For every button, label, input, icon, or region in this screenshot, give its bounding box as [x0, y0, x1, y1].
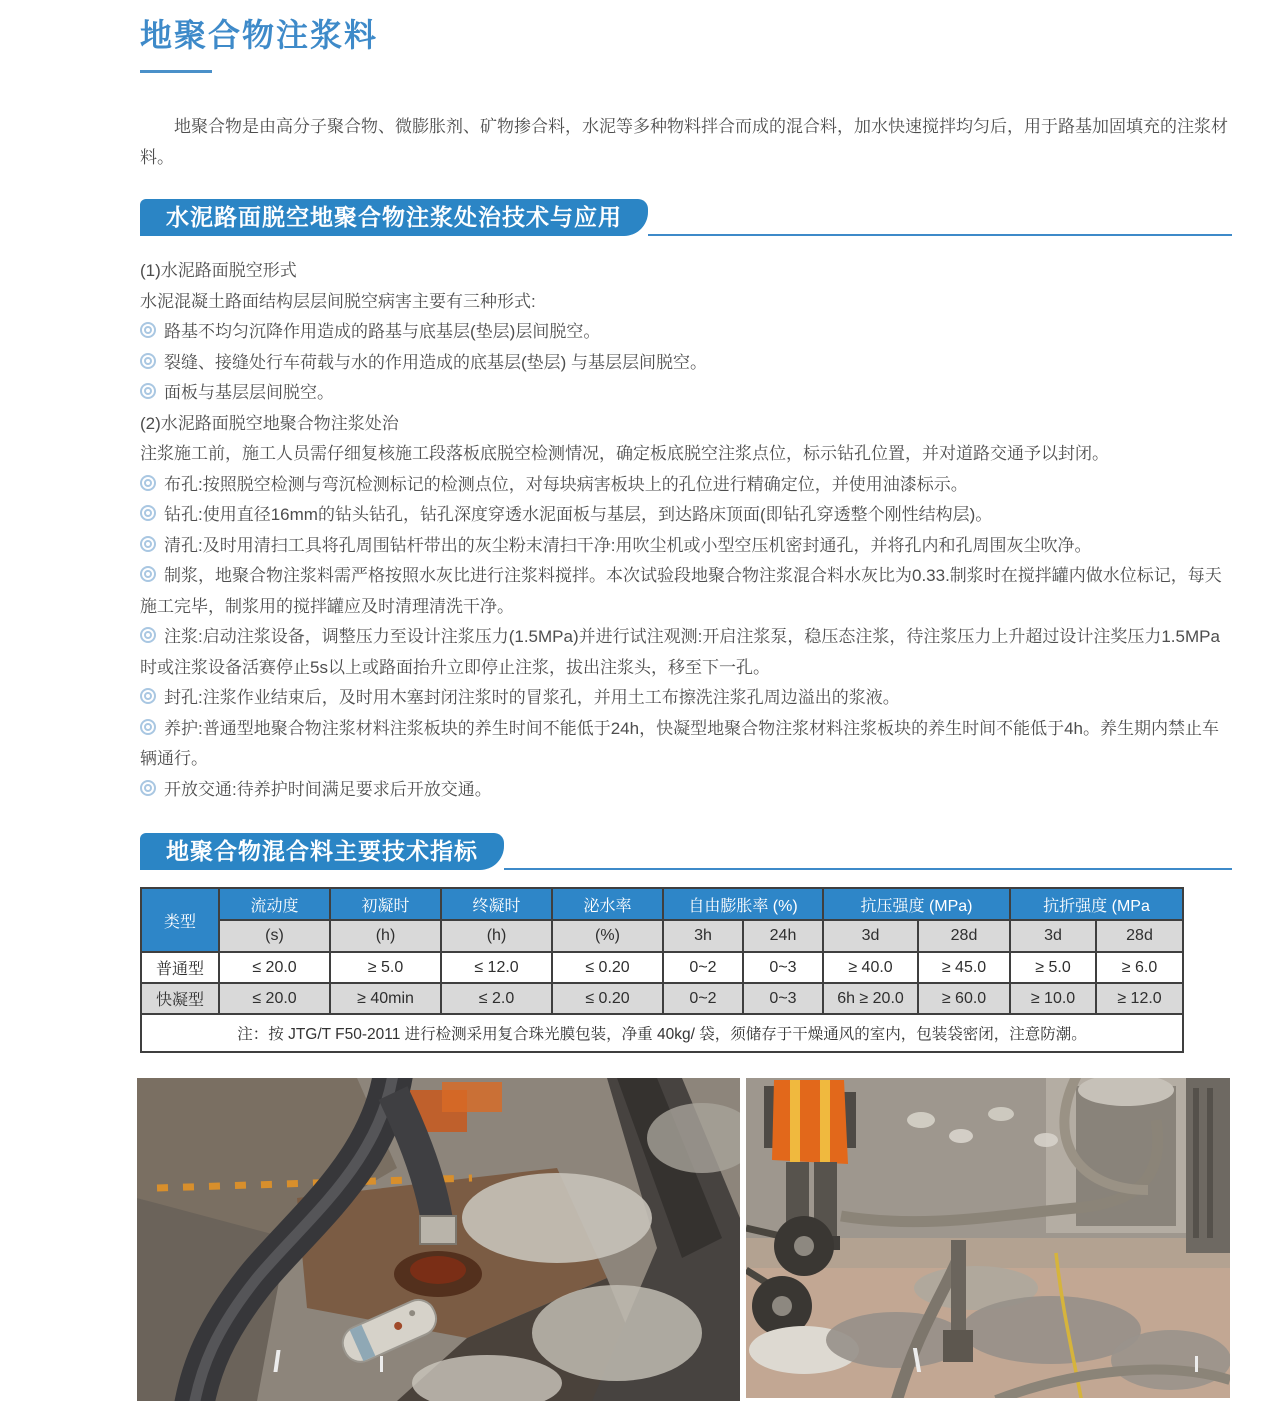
table-cell: ≥ 60.0	[918, 983, 1010, 1014]
para-text: 制浆，地聚合物注浆料需严格按照水灰比进行注浆料搅拌。本次试验段地聚合物注浆混合料水灰比为0.33.制浆时在搅拌罐内做水位标记，每天施工完毕，制浆用的搅拌罐应及时清理清洗干净。	[140, 566, 1222, 616]
photo-row	[140, 1078, 1232, 1401]
bullet-item	[140, 775, 1232, 806]
spec-table-wrap	[140, 887, 1232, 1053]
table-cell: ≥ 12.0	[1096, 983, 1183, 1014]
left-photo-grouting-hole	[137, 1078, 740, 1401]
table-header-cell: 自由膨胀率 (%)	[663, 888, 823, 920]
title-underline	[140, 70, 212, 73]
table-cell: ≥ 10.0	[1010, 983, 1096, 1014]
para-text: 布孔:按照脱空检测与弯沉检测标记的检测点位，对每块病害板块上的孔位进行精确定位，并使用油漆标示。	[164, 474, 968, 494]
ring-bullet-icon	[140, 536, 156, 552]
table-corner-header: 类型	[141, 888, 219, 952]
table-header-cell: 抗压强度 (MPa)	[823, 888, 1010, 920]
section1-body	[140, 256, 1232, 805]
table-header-cell: 流动度	[219, 888, 330, 920]
ring-bullet-icon	[140, 566, 156, 582]
right-photo-grouting-site	[746, 1078, 1230, 1398]
ring-bullet-icon	[140, 383, 156, 399]
para-text: 水泥混凝土路面结构层层间脱空病害主要有三种形式:	[140, 291, 536, 311]
table-subheader-cell: (s)	[219, 920, 330, 952]
table-cell: ≤ 0.20	[552, 952, 663, 983]
table-cell: 0~2	[663, 952, 743, 983]
bullet-item	[140, 714, 1232, 775]
bullet-item	[140, 378, 1232, 409]
para-text: 开放交通:待养护时间满足要求后开放交通。	[164, 779, 492, 799]
table-cell: 0~2	[663, 983, 743, 1014]
section2-banner-rule	[504, 868, 1232, 870]
table-subheader-cell: (h)	[441, 920, 552, 952]
para-text: 钻孔:使用直径16mm的钻头钻孔，钻孔深度穿透水泥面板与基层，到达路床顶面(即钻孔穿透整个刚性结构层)。	[164, 505, 993, 524]
table-subheader-cell: 3d	[1010, 920, 1096, 952]
table-cell: 0~3	[743, 983, 823, 1014]
table-cell: ≥ 6.0	[1096, 952, 1183, 983]
table-subheader-cell: (%)	[552, 920, 663, 952]
para-text: 面板与基层层间脱空。	[164, 383, 334, 402]
para-text: 路基不均匀沉降作用造成的路基与底基层(垫层)层间脱空。	[164, 322, 601, 341]
text-line	[140, 256, 1232, 287]
bullet-item	[140, 561, 1232, 622]
intro-paragraph: 地聚合物是由高分子聚合物、微膨胀剂、矿物掺合料，水泥等多种物料拌合而成的混合料，加水快速搅拌均匀后，用于路基加固填充的注浆材料。	[140, 117, 1228, 167]
text-line	[140, 287, 1232, 318]
table-subheader-cell: 24h	[743, 920, 823, 952]
table-row-type: 快凝型	[141, 983, 219, 1014]
table-cell: ≥ 40min	[330, 983, 441, 1014]
table-subheader-cell: 28d	[1096, 920, 1183, 952]
para-text: 注浆:启动注浆设备，调整压力至设计注浆压力(1.5MPa)并进行试注观测:开启注浆泵，稳压态注浆，待注浆压力上升超过设计注奖压力1.5MPa时或注浆设备活赛停止5s以上或路面抬升立即停止注浆，拔出注浆头，移至下一孔。	[140, 627, 1220, 677]
ring-bullet-icon	[140, 505, 156, 521]
bullet-item	[140, 348, 1232, 379]
ring-bullet-icon	[140, 353, 156, 369]
page-title: 地聚合物注浆料	[140, 17, 379, 53]
table-cell: ≥ 5.0	[330, 952, 441, 983]
table-header-cell: 泌水率	[552, 888, 663, 920]
table-cell: ≥ 45.0	[918, 952, 1010, 983]
bullet-item	[140, 470, 1232, 501]
para-text: 清孔:及时用清扫工具将孔周围钻杆带出的灰尘粉末清扫干净:用吹尘机或小型空压机密封通孔，并将孔内和孔周围灰尘吹净。	[164, 535, 1092, 555]
bullet-item	[140, 531, 1232, 562]
table-subheader-cell: 28d	[918, 920, 1010, 952]
ring-bullet-icon	[140, 475, 156, 491]
bullet-item	[140, 622, 1232, 683]
ring-bullet-icon	[140, 322, 156, 338]
section2-banner: 地聚合物混合料主要技术指标	[140, 833, 504, 870]
table-subheader-cell: (h)	[330, 920, 441, 952]
table-note: 注：按 JTG/T F50-2011 进行检测采用复合珠光膜包装，净重 40kg/ 袋，须储存于干燥通风的室内，包装袋密闭，注意防潮。	[141, 1014, 1183, 1052]
para-text: (1)水泥路面脱空形式	[140, 261, 297, 280]
section1-banner: 水泥路面脱空地聚合物注浆处治技术与应用	[140, 199, 648, 236]
para-text: 注浆施工前，施工人员需仔细复核施工段落板底脱空检测情况，确定板底脱空注浆点位，标示钻孔位置，并对道路交通予以封闭。	[140, 444, 1109, 463]
table-header-cell: 初凝时	[330, 888, 441, 920]
table-cell: ≥ 5.0	[1010, 952, 1096, 983]
ring-bullet-icon	[140, 627, 156, 643]
para-text: 裂缝、接缝处行车荷载与水的作用造成的底基层(垫层) 与基层层间脱空。	[164, 352, 708, 372]
table-row-type: 普通型	[141, 952, 219, 983]
table-cell: ≤ 2.0	[441, 983, 552, 1014]
table-cell: 6h ≥ 20.0	[823, 983, 918, 1014]
text-line	[140, 439, 1232, 470]
page-content	[140, 0, 1232, 1401]
table-cell: ≤ 20.0	[219, 952, 330, 983]
bullet-item	[140, 683, 1232, 714]
para-text: (2)水泥路面脱空地聚合物注浆处治	[140, 413, 399, 433]
next-page-artifact	[1195, 1356, 1198, 1372]
para-text: 封孔:注浆作业结束后，及时用木塞封闭注浆时的冒浆孔，并用土工布擦洗注浆孔周边溢出的浆液。	[164, 688, 900, 707]
ring-bullet-icon	[140, 780, 156, 796]
bullet-item	[140, 317, 1232, 348]
spec-table	[140, 887, 1184, 1053]
section1-banner-row	[140, 199, 1232, 236]
text-line	[140, 409, 1232, 440]
table-cell: ≤ 0.20	[552, 983, 663, 1014]
ring-bullet-icon	[140, 719, 156, 735]
table-cell: 0~3	[743, 952, 823, 983]
table-cell: ≥ 40.0	[823, 952, 918, 983]
table-header-cell: 抗折强度 (MPa	[1010, 888, 1183, 920]
table-header-cell: 终凝时	[441, 888, 552, 920]
ring-bullet-icon	[140, 688, 156, 704]
table-cell: ≤ 20.0	[219, 983, 330, 1014]
table-cell: ≤ 12.0	[441, 952, 552, 983]
bullet-item	[140, 500, 1232, 531]
next-page-artifact	[380, 1356, 383, 1372]
table-subheader-cell: 3h	[663, 920, 743, 952]
table-subheader-cell: 3d	[823, 920, 918, 952]
section1-banner-rule	[648, 234, 1232, 236]
para-text: 养护:普通型地聚合物注浆材料注浆板块的养生时间不能低于24h，快凝型地聚合物注浆材料注浆板块的养生时间不能低于4h。养生期内禁止车辆通行。	[140, 718, 1219, 768]
section2-banner-row	[140, 833, 1232, 870]
